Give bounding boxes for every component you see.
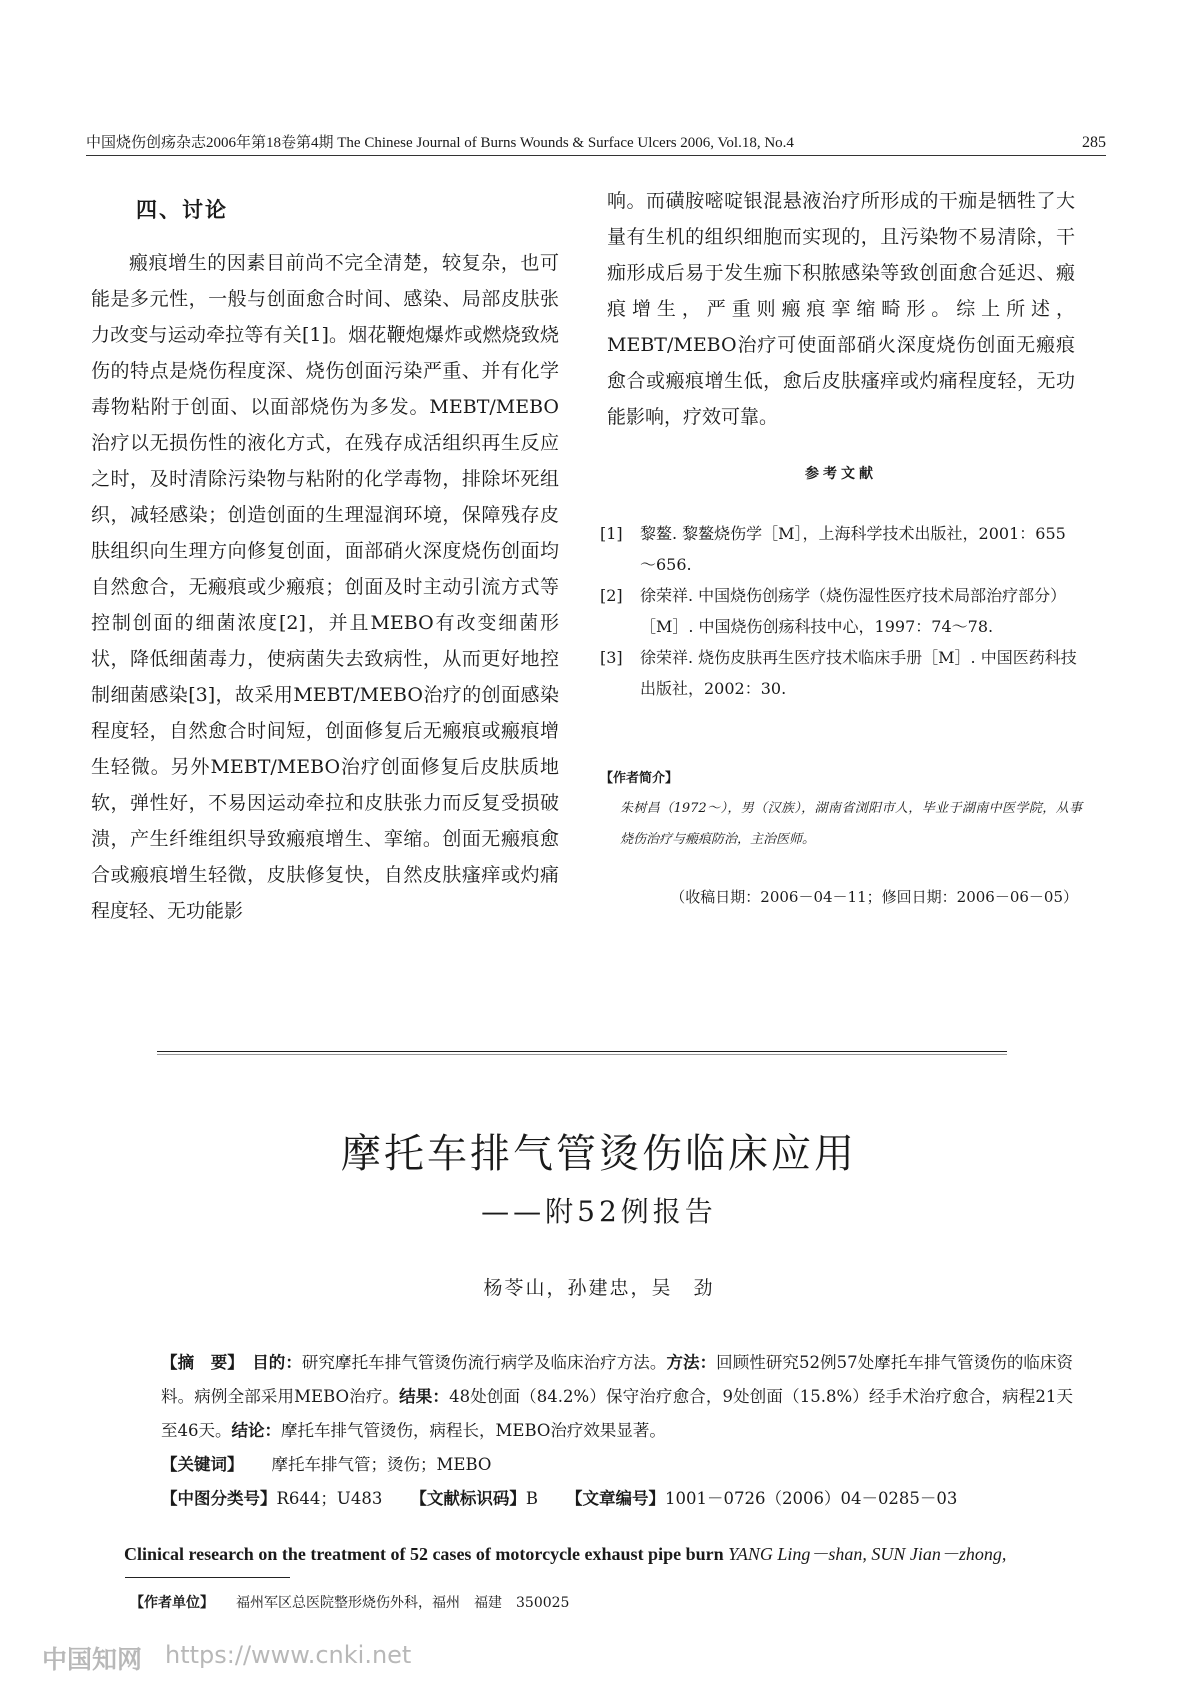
abstract — [125, 1346, 1073, 1448]
english-authors: YANG Ling－shan, SUN Jian－zhong, — [728, 1544, 1007, 1564]
section-heading: 四、讨论 — [136, 198, 228, 222]
english-title: Clinical research on the treatment of 52 cases of motorcycle exhaust pipe burn — [124, 1544, 724, 1564]
method-label: 方法： — [666, 1353, 717, 1372]
conclusion-text: 摩托车排气管烫伤，病程长，MEBO治疗效果显著。 — [281, 1421, 666, 1440]
classification-text: R644；U483 — [276, 1489, 383, 1508]
abstract-block — [125, 1346, 1073, 1516]
reference-text: 徐荣祥. 中国烧伤创疡学（烧伤湿性医疗技术局部治疗部分）［M］. 中国烧伤创疡科技中心，1997：74～78. — [640, 586, 1067, 636]
result-label: 结果： — [399, 1387, 450, 1406]
received-dates: （收稿日期：2006－04－11；修回日期：2006－06－05） — [670, 888, 1078, 906]
objective-label: 目的： — [252, 1353, 302, 1372]
classification-line — [125, 1482, 1073, 1516]
reference-text: 黎鳌. 黎鳌烧伤学［M］，上海科学技术出版社，2001：655～656. — [640, 524, 1066, 574]
doc-code-label: 【文献标识码】 — [410, 1489, 526, 1508]
discussion-paragraph: 瘢痕增生的因素目前尚不完全清楚，较复杂，也可能是多元性，一般与创面愈合时间、感染、局部皮肤张力改变与运动牵拉等有关[1]。烟花鞭炮爆炸或燃烧致烧伤的特点是烧伤程度深、烧伤创面污染严重、并有化学毒物粘附于创面、以面部烧伤为多发。MEBT/MEBO治疗以无损伤性的液化方式，在残存成活组织再生反应之时，及时清除污染物与粘附的化学毒物，排除坏死组织，减轻感染；创造创面的生理湿润环境，保障残存皮肤组织向生理方向修复创面，面部硝火深度烧伤创面均自然愈合，无瘢痕或少瘢痕；创面及时主动引流方式等控制创面的细菌浓度[2]，并且MEBO有改变细菌形状，降低细菌毒力，使病菌失去致病性，从而更好地控制细菌感染[3]，故采用MEBT/MEBO治疗的创面感染程度轻，自然愈合时间短，创面修复后无瘢痕或瘢痕增生轻微。另外MEBT/MEBO治疗创面修复后皮肤质地软，弹性好，不易因运动牵拉和皮肤张力而反复受损破溃，产生纤维组织导致瘢痕增生、挛缩。创面无瘢痕愈合或瘢痕增生轻微，皮肤修复快，自然皮肤瘙痒或灼痛程度轻、无功能影 — [91, 252, 559, 922]
author-intro-text: 朱树昌（1972～），男（汉族），湖南省浏阳市人，毕业于湖南中医学院，从事烧伤治疗与瘢痕防治，主治医师。 — [620, 801, 1082, 847]
conclusion-label: 结论： — [231, 1421, 281, 1440]
reference-number: [1] — [600, 524, 623, 543]
author-intro-label: 【作者简介】 — [600, 771, 679, 786]
author-unit-text: 福州军区总医院整形烧伤外科，福州 福建 350025 — [236, 1595, 570, 1611]
reference-number: [3] — [600, 648, 623, 667]
reference-item — [600, 642, 1080, 704]
footnote-divider — [125, 1577, 290, 1578]
cnki-watermark-url: https://www.cnki.net — [165, 1641, 412, 1669]
result-text: 48处创面（84.2%）保守治疗愈合，9处创面（15.8%）经手术治疗愈合，病程21天至46天。 — [161, 1387, 1074, 1440]
author-unit-label: 【作者单位】 — [130, 1595, 214, 1611]
reference-list — [600, 518, 1080, 704]
abstract-label: 【摘 要】 — [161, 1353, 236, 1372]
reference-item — [600, 518, 1080, 580]
article-no-label: 【文章编号】 — [565, 1489, 665, 1508]
article-title: 摩托车排气管烫伤临床应用 — [341, 1131, 857, 1177]
article-no-text: 1001－0726（2006）04－0285－03 — [664, 1489, 958, 1508]
keywords-line — [125, 1448, 1073, 1482]
reference-number: [2] — [600, 586, 623, 605]
english-title-line — [124, 1540, 1006, 1566]
discussion-left-column — [91, 245, 559, 929]
doc-code-text: B — [525, 1489, 538, 1508]
header-divider — [86, 155, 1106, 156]
discussion-right-column — [607, 183, 1075, 435]
article-subtitle: ——附52例报告 — [481, 1195, 717, 1228]
author-unit — [130, 1592, 569, 1612]
article-authors: 杨苓山，孙建忠，吴 劲 — [483, 1277, 715, 1299]
page-number: 285 — [1082, 134, 1106, 151]
objective-text: 研究摩托车排气管烫伤流行病学及临床治疗方法。 — [301, 1353, 667, 1372]
discussion-paragraph-continued: 响。而磺胺嘧啶银混悬液治疗所形成的干痂是牺牲了大量有生机的组织细胞而实现的，且污染物不易清除，干痂形成后易于发生痂下积脓感染等致创面愈合延迟、瘢痕增生，严重则瘢痕挛缩畸形。综上所述，MEBT/MEBO治疗可使面部硝火深度烧伤创面无瘢痕愈合或瘢痕增生低，愈后皮肤瘙痒或灼痛程度轻，无功能影响，疗效可靠。 — [607, 190, 1075, 428]
classification-label: 【中图分类号】 — [161, 1489, 277, 1508]
reference-text: 徐荣祥. 烧伤皮肤再生医疗技术临床手册［M］. 中国医药科技出版社，2002：30. — [640, 648, 1077, 698]
running-header — [86, 131, 1106, 155]
article-separator — [157, 1051, 1007, 1052]
references-heading: 参考文献 — [805, 466, 877, 482]
journal-citation: 中国烧伤创疡杂志2006年第18卷第4期 The Chinese Journal of Burns Wounds & Surface Ulcers 2006, Vol.18, No.4 — [86, 135, 794, 151]
article-separator-thin — [157, 1054, 1007, 1055]
keywords-label: 【关键词】 — [161, 1455, 244, 1474]
cnki-watermark-logo: 中国知网 — [42, 1645, 143, 1674]
reference-item — [600, 580, 1080, 642]
method-text: 回顾性研究52例57处摩托车排气管烫伤的临床资料。病例全部采用MEBO治疗。 — [161, 1353, 1074, 1406]
keywords-text: 摩托车排气管；烫伤；MEBO — [271, 1455, 492, 1474]
